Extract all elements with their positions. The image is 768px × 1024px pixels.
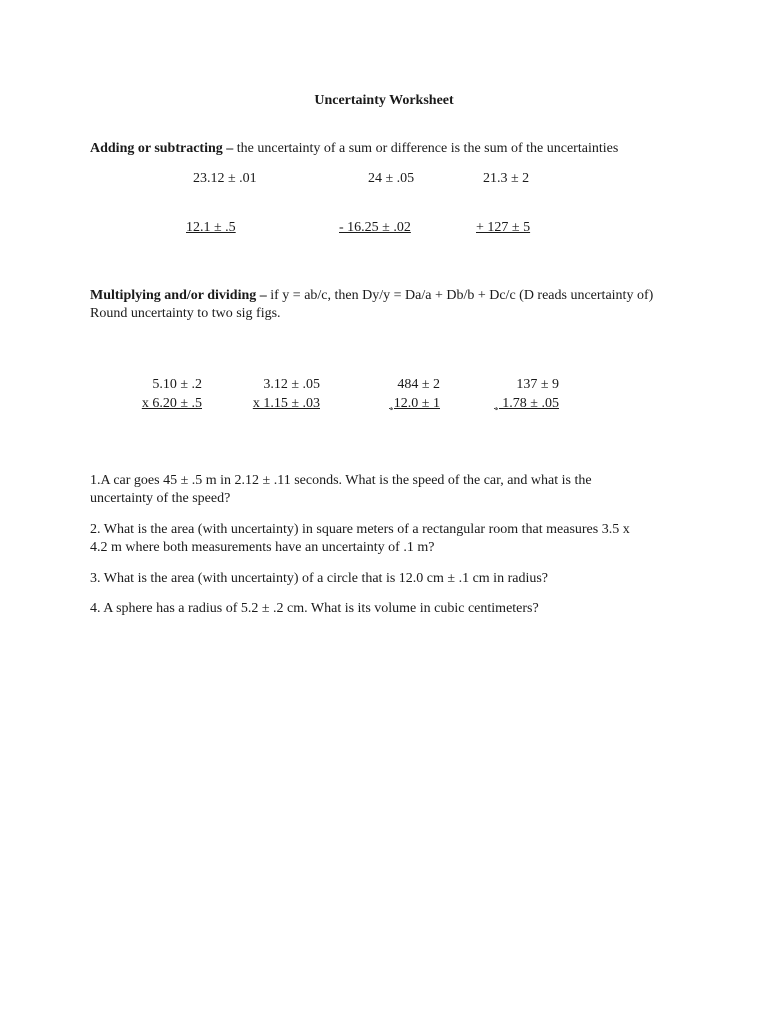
- multiplying-text: if y = ab/c, then Dy/y = Da/a + Db/b + Dc/c (D reads uncertainty of) Round uncertainty to two sig figs.: [90, 288, 654, 321]
- mult-problem-1-bottom: x 6.20 ± .5: [141, 396, 202, 411]
- question-3: 3. What is the area (with uncertainty) of a circle that is 12.0 cm ± .1 cm in radius?: [90, 571, 548, 586]
- adding-heading: Adding or subtracting –: [90, 141, 234, 156]
- adding-text: the uncertainty of a sum or difference is the sum of the uncertainties: [233, 141, 619, 156]
- question-4: 4. A sphere has a radius of 5.2 ± .2 cm. What is its volume in cubic centimeters?: [90, 601, 539, 616]
- mult-problem-1-top: 5.10 ± .2: [152, 377, 202, 392]
- add-problem-3-top: 21.3 ± 2: [483, 171, 530, 186]
- mult-problem-3-top: 484 ± 2: [397, 377, 440, 392]
- multiplying-rule: [90, 287, 690, 323]
- add-problem-1-bottom: 12.1 ± .5: [186, 220, 236, 235]
- mult-problem-2-bottom: x 1.15 ± .03: [252, 396, 320, 411]
- mult-problem-3-bottom: ¸12.0 ± 1: [389, 396, 440, 411]
- page-title: Uncertainty Worksheet: [314, 93, 454, 108]
- multiplying-heading: Multiplying and/or dividing –: [90, 288, 267, 303]
- add-problem-1-top: 23.12 ± .01: [193, 171, 257, 186]
- add-problem-2-top: 24 ± .05: [368, 171, 415, 186]
- adding-rule: [90, 140, 690, 158]
- mult-problem-4-bottom: ¸ 1.78 ± .05: [494, 396, 559, 411]
- question-1: 1.A car goes 45 ± .5 m in 2.12 ± .11 seconds. What is the speed of the car, and what is the uncertainty of the speed?: [90, 473, 592, 506]
- mult-problem-2-top: 3.12 ± .05: [263, 377, 320, 392]
- mult-problem-4-top: 137 ± 9: [516, 377, 559, 392]
- add-problem-3-bottom: + 127 ± 5: [476, 220, 531, 235]
- add-problem-2-bottom: - 16.25 ± .02: [339, 220, 411, 235]
- question-2: 2. What is the area (with uncertainty) in square meters of a rectangular room that measures 3.5 x 4.2 m where both measurements have an uncertainty of .1 m?: [90, 522, 630, 555]
